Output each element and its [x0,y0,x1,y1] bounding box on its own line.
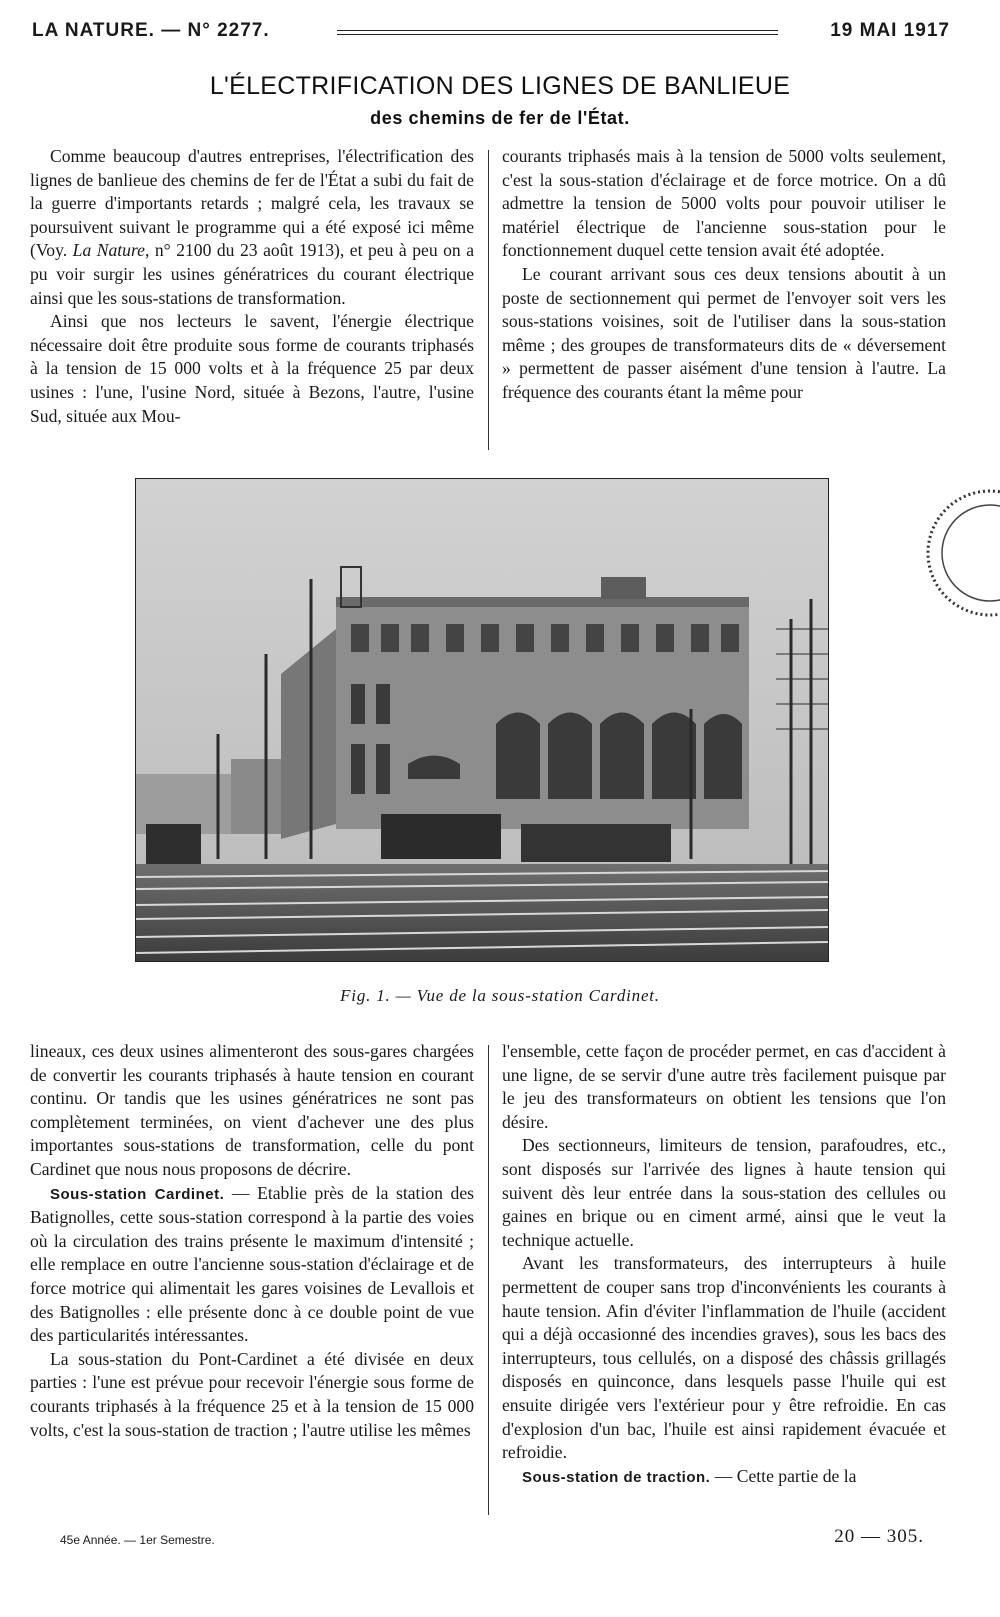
column-divider [488,1045,489,1515]
paragraph: l'ensemble, cette façon de procéder permet, en cas d'accident à une ligne, de se servir d'une autre très facilement puisque par le jeu des transformateurs on obtient les tensions que l'on désire. [502,1041,946,1132]
paragraph: Comme beaucoup d'autres entreprises, l'électrification des lignes de banlieue des chemins de fer de l'État a subi du fait de la guerre d'importants retards ; malgré cela, les travaux se poursuivent suivant le programme qui a été exposé ici même (Voy. La Nature, n° 2100 du 23 août 1913), et peu à peu on a pu voir surgir les usines génératrices du courant électrique ainsi que les sous-stations de transformation. [30,146,475,308]
header-rule [337,30,778,35]
issue-date: 19 MAI 1917 [830,20,950,41]
running-header [32,20,950,48]
journal-citation: La Nature [72,240,145,261]
paragraph: Sous-station de traction. — Cette partie de la [522,1465,857,1486]
journal-name: LA NATURE. — N° 2277. [32,20,270,41]
article-title: L'ÉLECTRIFICATION DES LIGNES DE BANLIEUE [209,72,791,100]
column-bottom-left [30,1040,474,1520]
library-stamp [915,478,1000,628]
paragraph: Sous-station Cardinet. — Etablie près de la station des Batignolles, cette sous-station correspond à la partie des voies où la circulation des trains présente le maximum d'intensité ; elle remplace en outre l'ancienne sous-station d'éclairage et de force motrice qui alimentait les gares voisines de Levallois et des Batignolles : elle présente donc à ce double point de vue des particularités intéressantes. [30,1182,474,1346]
column-bottom-right [502,1040,946,1520]
article-subtitle: des chemins de fer de l'État. [370,108,630,128]
column-divider [488,150,489,450]
paragraph: Avant les transformateurs, des interrupteurs à huile permettent de couper sans trop d'inconvénients les courants à haute tension. Afin d'éviter l'inflammation de l'huile (accident qui a déjà occasionné des incendies graves), sous les bacs des interrupteurs, tous cellulés, on a disposé des châssis grillagés disposés en quinconce, dans lesquels passe l'huile qui est ensuite dirigée vers l'extérieur pour y être refroidie. En cas d'explosion d'un bac, l'huile est ainsi rapidement évacuée et refroidie. [502,1253,946,1463]
paragraph: lineaux, ces deux usines alimenteront des sous-gares chargées de convertir les courants triphasés à haute tension en courant continu. Or tandis que les usines génératrices ne sont pas complètement terminées, on vient d'achever une des plus importantes sous-stations de transformation, celle du pont Cardinet que nous nous proposons de décrire. [30,1041,474,1179]
paragraph: Des sectionneurs, limiteurs de tension, parafoudres, etc., sont disposés sur l'arrivée des lignes à haute tension qui suivent dès leur entrée dans la sous-station des cellules ou gaines en brique ou en ciment armé, ainsi que le veut la technique actuelle. [502,1135,946,1250]
page-number: 20 — 305. [834,1526,924,1547]
section-heading: Sous-station de traction. [522,1468,711,1486]
figure-caption: Fig. 1. — Vue de la sous-station Cardinet. [340,986,660,1005]
substation-photo [135,478,829,962]
paragraph: Ainsi que nos lecteurs le savent, l'énergie électrique nécessaire doit être produite sous forme de courants triphasés à la tension de 15 000 volts et à la fréquence 25 par deux usines : l'une, l'usine Nord, située à Bezons, l'autre, l'usine Sud, située aux Mou- [30,311,474,426]
volume-info: 45e Année. — 1er Semestre. [60,1533,215,1547]
column-top-left [30,145,474,455]
paragraph: La sous-station du Pont-Cardinet a été divisée en deux parties : l'une est prévue pour recevoir l'énergie sous forme de courants triphasés à la fréquence 25 et à la tension de 15 000 volts, c'est la sous-station de traction ; l'autre utilise les mêmes [30,1348,474,1440]
paragraph: courants triphasés mais à la tension de 5000 volts seulement, c'est la sous-station d'éclairage et de force motrice. On a dû admettre la tension de 5000 volts pour pouvoir utiliser le matériel électrique de l'ancienne sous-station pour le fonctionnement duquel cette tension avait été adoptée. [502,146,946,261]
paragraph: Le courant arrivant sous ces deux tensions aboutit à un poste de sectionnement qui permet de l'envoyer soit vers les sous-stations voisines, soit de l'utiliser dans la sous-station même ; des groupes de transformateurs dits de « déversement » permettent de passer aisément d'une tension à l'autre. La fréquence des courants étant la même pour [502,263,946,402]
issue-number: — N° 2277. [161,20,270,41]
section-heading: Sous-station Cardinet. [50,1185,225,1203]
column-top-right [502,145,946,455]
